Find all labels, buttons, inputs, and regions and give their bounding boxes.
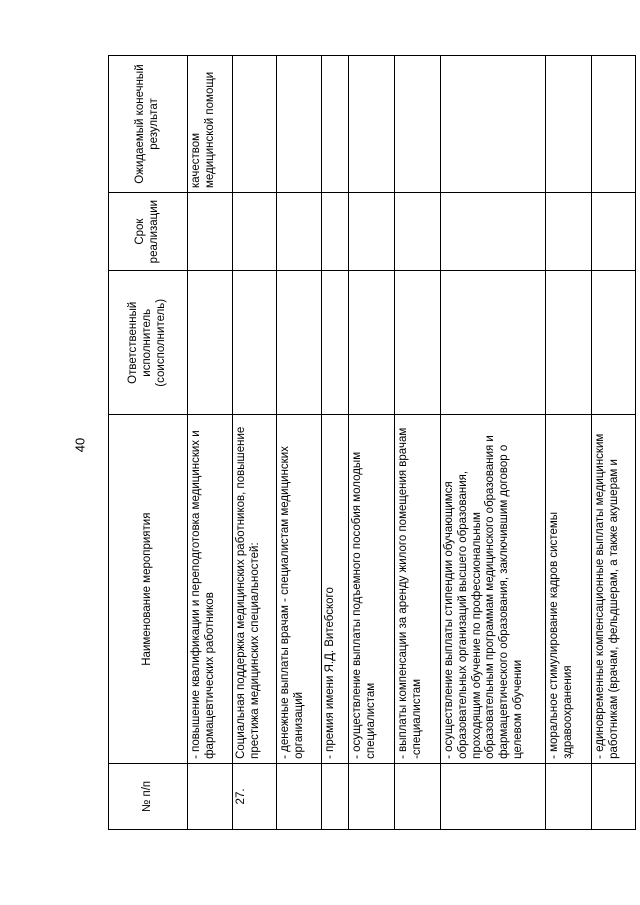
- table-row: [592, 56, 636, 830]
- header-term: Срок реализации: [109, 193, 188, 271]
- row-term: [441, 193, 546, 271]
- row-num: [277, 763, 322, 829]
- row-name: - денежные выплаты врачам - специалистам медицинских организаций: [277, 415, 322, 764]
- row-num: [592, 763, 636, 829]
- row-executor: [395, 271, 441, 415]
- row-num: [441, 763, 546, 829]
- row-executor: [546, 271, 592, 415]
- header-result: Ожидаемый конечный результат: [109, 56, 188, 193]
- table-header-row: [109, 56, 188, 830]
- row-result: [441, 56, 546, 193]
- row-num: 27.: [233, 763, 277, 829]
- table-row: [441, 56, 546, 830]
- table-row: [233, 56, 277, 830]
- row-executor: [592, 271, 636, 415]
- row-num: [546, 763, 592, 829]
- row-result: [546, 56, 592, 193]
- row-term: [233, 193, 277, 271]
- row-name: - выплаты компенсации за аренду жилого помещения врачам -специалистам: [395, 415, 441, 764]
- row-term: [546, 193, 592, 271]
- row-executor: [188, 271, 233, 415]
- table-row: [322, 56, 349, 830]
- row-name: - повышение квалификации и переподготовка медицинских и фармацевтических работников: [188, 415, 233, 764]
- row-result: [592, 56, 636, 193]
- page-number: 40: [72, 437, 88, 453]
- row-executor: [233, 271, 277, 415]
- row-result: [277, 56, 322, 193]
- row-result: [322, 56, 349, 193]
- table-row: [546, 56, 592, 830]
- row-result: качеством медицинской помощи: [188, 56, 233, 193]
- row-name: Социальная поддержка медицинских работников, повышение престижа медицинских специальностей:: [233, 415, 277, 764]
- row-term: [277, 193, 322, 271]
- row-num: [349, 763, 395, 829]
- activities-table: [108, 55, 636, 830]
- table-row: [188, 56, 233, 830]
- row-num: [188, 763, 233, 829]
- table-row: [277, 56, 322, 830]
- row-term: [322, 193, 349, 271]
- row-executor: [349, 271, 395, 415]
- row-executor: [277, 271, 322, 415]
- rotated-page-content: [108, 55, 620, 830]
- header-num: № п/п: [109, 763, 188, 829]
- row-result: [395, 56, 441, 193]
- row-name: - осуществление выплаты стипендии обучающимся образовательных организаций высшего образования, проходящим обучение по профессиональным образовательным программам медицинского образования и фармацевтического образования, заключившим договор о целевом обучении: [441, 415, 546, 764]
- header-name: Наименование мероприятия: [109, 415, 188, 764]
- row-executor: [441, 271, 546, 415]
- row-term: [592, 193, 636, 271]
- row-result: [233, 56, 277, 193]
- row-executor: [322, 271, 349, 415]
- row-name: - осуществление выплаты подъемного пособия молодым специалистам: [349, 415, 395, 764]
- table-row: [349, 56, 395, 830]
- row-term: [349, 193, 395, 271]
- table-row: [395, 56, 441, 830]
- row-term: [395, 193, 441, 271]
- row-num: [322, 763, 349, 829]
- header-executor: Ответственный исполнитель (соисполнитель): [109, 271, 188, 415]
- row-name: - единовременные компенсационные выплаты медицинским работникам (врачам, фельдшерам, а также акушерам и: [592, 415, 636, 764]
- row-name: - моральное стимулирование кадров системы здравоохранения: [546, 415, 592, 764]
- row-num: [395, 763, 441, 829]
- row-name: - премия имени Я.Д. Витебского: [322, 415, 349, 764]
- row-result: [349, 56, 395, 193]
- row-term: [188, 193, 233, 271]
